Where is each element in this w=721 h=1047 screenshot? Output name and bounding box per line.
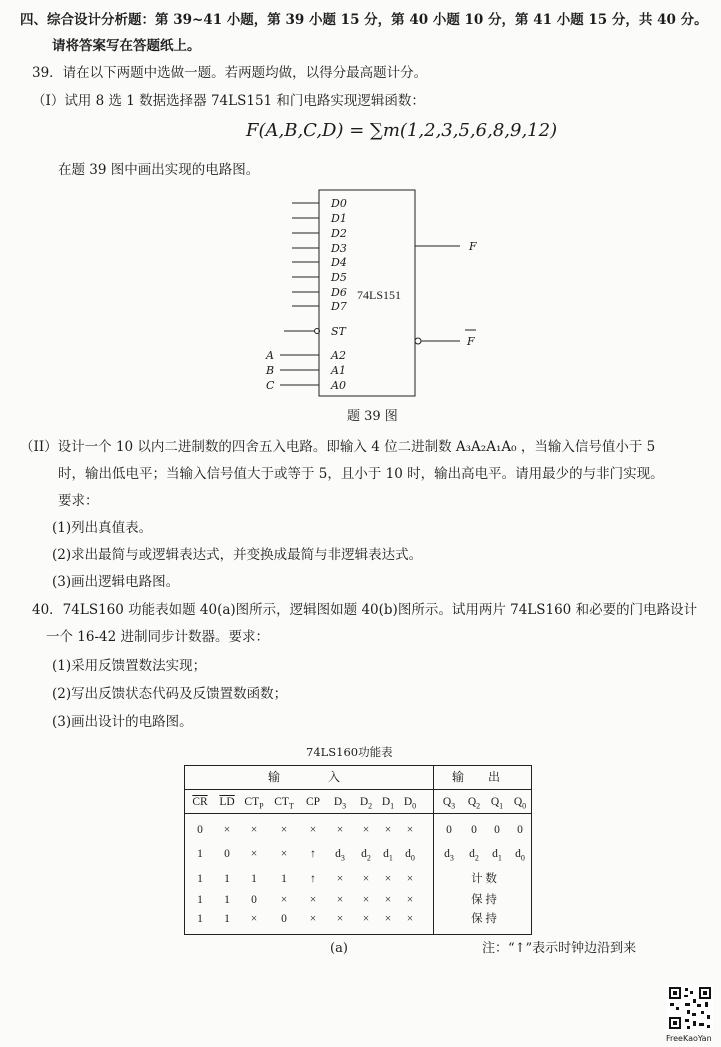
pin-label: D2 <box>331 227 347 240</box>
table-cell: × <box>309 913 317 925</box>
table-cell: × <box>362 894 370 906</box>
table-cell: 0 <box>517 824 523 836</box>
table-cell-merged: 保 持 <box>471 913 497 925</box>
table-cell: × <box>362 824 370 836</box>
table-cell: $d_1$ <box>492 848 502 863</box>
q39-part2-line3: 要求： <box>58 493 99 509</box>
table-cell: 1 <box>197 913 203 925</box>
table-cell-merged: 计 数 <box>471 873 497 885</box>
table-cell: $d_2$ <box>469 848 479 863</box>
table-cell: 1 <box>251 873 257 885</box>
table-cell: × <box>280 894 288 906</box>
table-cell: 0 <box>471 824 477 836</box>
table-cell: 1 <box>197 848 203 860</box>
table-cell: × <box>250 913 258 925</box>
table-header-cell: $D_1$ <box>381 796 395 811</box>
table-cell: × <box>406 873 414 885</box>
table-cell: × <box>406 913 414 925</box>
table-cell: × <box>309 894 317 906</box>
pin-label: D0 <box>331 197 347 210</box>
table-header-cell: $D_0$ <box>403 796 417 811</box>
table-cell: $d_3$ <box>444 848 454 863</box>
table-cell: × <box>336 824 344 836</box>
q39-req3: (3)画出逻辑电路图。 <box>52 574 180 590</box>
q40-req3: (3)画出设计的电路图。 <box>52 714 193 730</box>
table-header-cell: $CT_T$ <box>274 796 294 811</box>
pin-label: A1 <box>331 364 346 377</box>
table-cell: $d_3$ <box>335 848 345 863</box>
table-sub-caption: (a) <box>330 941 348 956</box>
table-cell: 0 <box>281 913 287 925</box>
q40-req1: (1)采用反馈置数法实现； <box>52 658 207 674</box>
q39-formula: F(A,B,C,D) = ∑m(1,2,3,5,6,8,9,12) <box>246 120 558 141</box>
table-cell: × <box>362 913 370 925</box>
function-table-frame <box>184 765 532 935</box>
table-title: 74LS160功能表 <box>306 745 393 759</box>
section-note: 请将答案写在答题纸上。 <box>52 38 201 54</box>
q40-line1: 40．74LS160 功能表如题 40(a)图所示，逻辑图如题 40(b)图所示。试用两片 74LS160 和必要的门电路设计 <box>32 602 698 618</box>
table-header-cell: $Q_2$ <box>467 796 481 811</box>
table-cell: × <box>384 873 392 885</box>
table-column-divider <box>433 765 434 935</box>
q40-req2: (2)写出反馈状态代码及反馈置数函数； <box>52 686 288 702</box>
table-cell: 1 <box>224 894 230 906</box>
table-cell: 1 <box>224 913 230 925</box>
signal-label: B <box>266 364 275 377</box>
pin-label: A2 <box>331 349 346 362</box>
table-cell: $d_0$ <box>515 848 525 863</box>
table-cell: × <box>406 824 414 836</box>
table-cell: × <box>362 873 370 885</box>
table-cell: × <box>406 894 414 906</box>
table-cell: 0 <box>197 824 203 836</box>
section-heading: 四、综合设计分析题：第 39~41 小题，第 39 小题 15 分，第 40 小题 10 分，第 41 小题 15 分，共 40 分。 <box>20 12 708 28</box>
table-cell: ↑ <box>310 848 316 860</box>
table-cell: 0 <box>251 894 257 906</box>
table-cell: × <box>250 824 258 836</box>
pin-label: D5 <box>331 271 347 284</box>
table-header-cell: $Q_0$ <box>513 796 527 811</box>
signal-label: A <box>266 349 274 362</box>
table-header-cell: $CT_P$ <box>244 796 264 811</box>
table-cell: 0 <box>224 848 230 860</box>
table-cell: 1 <box>281 873 287 885</box>
table-header-cell: $D_3$ <box>333 796 347 811</box>
qr-code-icon <box>667 985 713 1031</box>
output-fbar-label: F <box>467 335 475 348</box>
chip-name: 74LS151 <box>357 288 402 302</box>
table-header-divider-1 <box>184 789 532 790</box>
table-cell: × <box>384 824 392 836</box>
table-cell: 0 <box>446 824 452 836</box>
pin-label: D7 <box>331 300 347 313</box>
table-header-cell: CP <box>305 796 321 808</box>
watermark-text: FreeKaoYan <box>666 1034 712 1043</box>
output-f-label: F <box>469 240 477 253</box>
table-cell-merged: 保 持 <box>471 894 497 906</box>
table-cell: × <box>223 824 231 836</box>
pin-label: D4 <box>331 256 347 269</box>
q39-req1: (1)列出真值表。 <box>52 520 153 536</box>
pin-fbar-bubble <box>415 338 421 344</box>
q39-instruction: 在题 39 图中画出实现的电路图。 <box>58 162 260 178</box>
pin-label: D3 <box>331 242 347 255</box>
table-header-divider-2 <box>184 813 532 814</box>
table-cell: 1 <box>224 873 230 885</box>
table-group-outputs: 输 出 <box>452 770 501 784</box>
signal-label: C <box>266 379 275 392</box>
q39-part2-line1: （II）设计一个 10 以内二进制数的四舍五入电路。即输入 4 位二进制数 A₃A₂A₁A₀ ，当输入信号值小于 5 <box>20 439 656 455</box>
pin-label: D6 <box>331 286 347 299</box>
table-cell: × <box>280 824 288 836</box>
table-cell: ↑ <box>310 873 316 885</box>
table-cell: × <box>309 824 317 836</box>
q39-req2: (2)求出最简与或逻辑表达式，并变换成最简与非逻辑表达式。 <box>52 547 423 563</box>
table-cell: 1 <box>197 894 203 906</box>
table-cell: $d_2$ <box>361 848 371 863</box>
table-header-cell: $D_2$ <box>359 796 373 811</box>
q39-part2-line2: 时，输出低电平；当输入信号值大于或等于 5，且小于 10 时，输出高电平。请用最少的与非门实现。 <box>58 466 664 482</box>
table-group-inputs: 输 入 <box>268 770 341 784</box>
table-cell: × <box>384 894 392 906</box>
q39-part1: （I）试用 8 选 1 数据选择器 74LS151 和门电路实现逻辑函数： <box>32 93 425 109</box>
table-cell: 1 <box>197 873 203 885</box>
table-cell: 0 <box>494 824 500 836</box>
q40-line2: 一个 16-42 进制同步计数器。要求： <box>46 629 270 645</box>
fig39-caption: 题 39 图 <box>347 409 398 424</box>
table-cell: × <box>384 913 392 925</box>
table-note: 注：“↑”表示时钟边沿到来 <box>482 941 637 956</box>
table-cell: × <box>250 848 258 860</box>
table-cell: × <box>336 873 344 885</box>
pin-label-st: ST <box>331 325 346 338</box>
table-header-cell: $\overline{LD}$ <box>219 796 235 808</box>
q39-intro: 39．请在以下两题中选做一题。若两题均做，以得分最高题计分。 <box>32 65 428 81</box>
table-cell: $d_0$ <box>405 848 415 863</box>
table-cell: × <box>336 894 344 906</box>
table-header-cell: $Q_1$ <box>490 796 504 811</box>
table-cell: × <box>280 848 288 860</box>
table-cell: × <box>336 913 344 925</box>
table-header-cell: $\overline{CR}$ <box>192 796 208 808</box>
pin-label: D1 <box>331 212 347 225</box>
pin-label: A0 <box>331 379 346 392</box>
table-cell: $d_1$ <box>383 848 393 863</box>
table-header-cell: $Q_3$ <box>442 796 456 811</box>
